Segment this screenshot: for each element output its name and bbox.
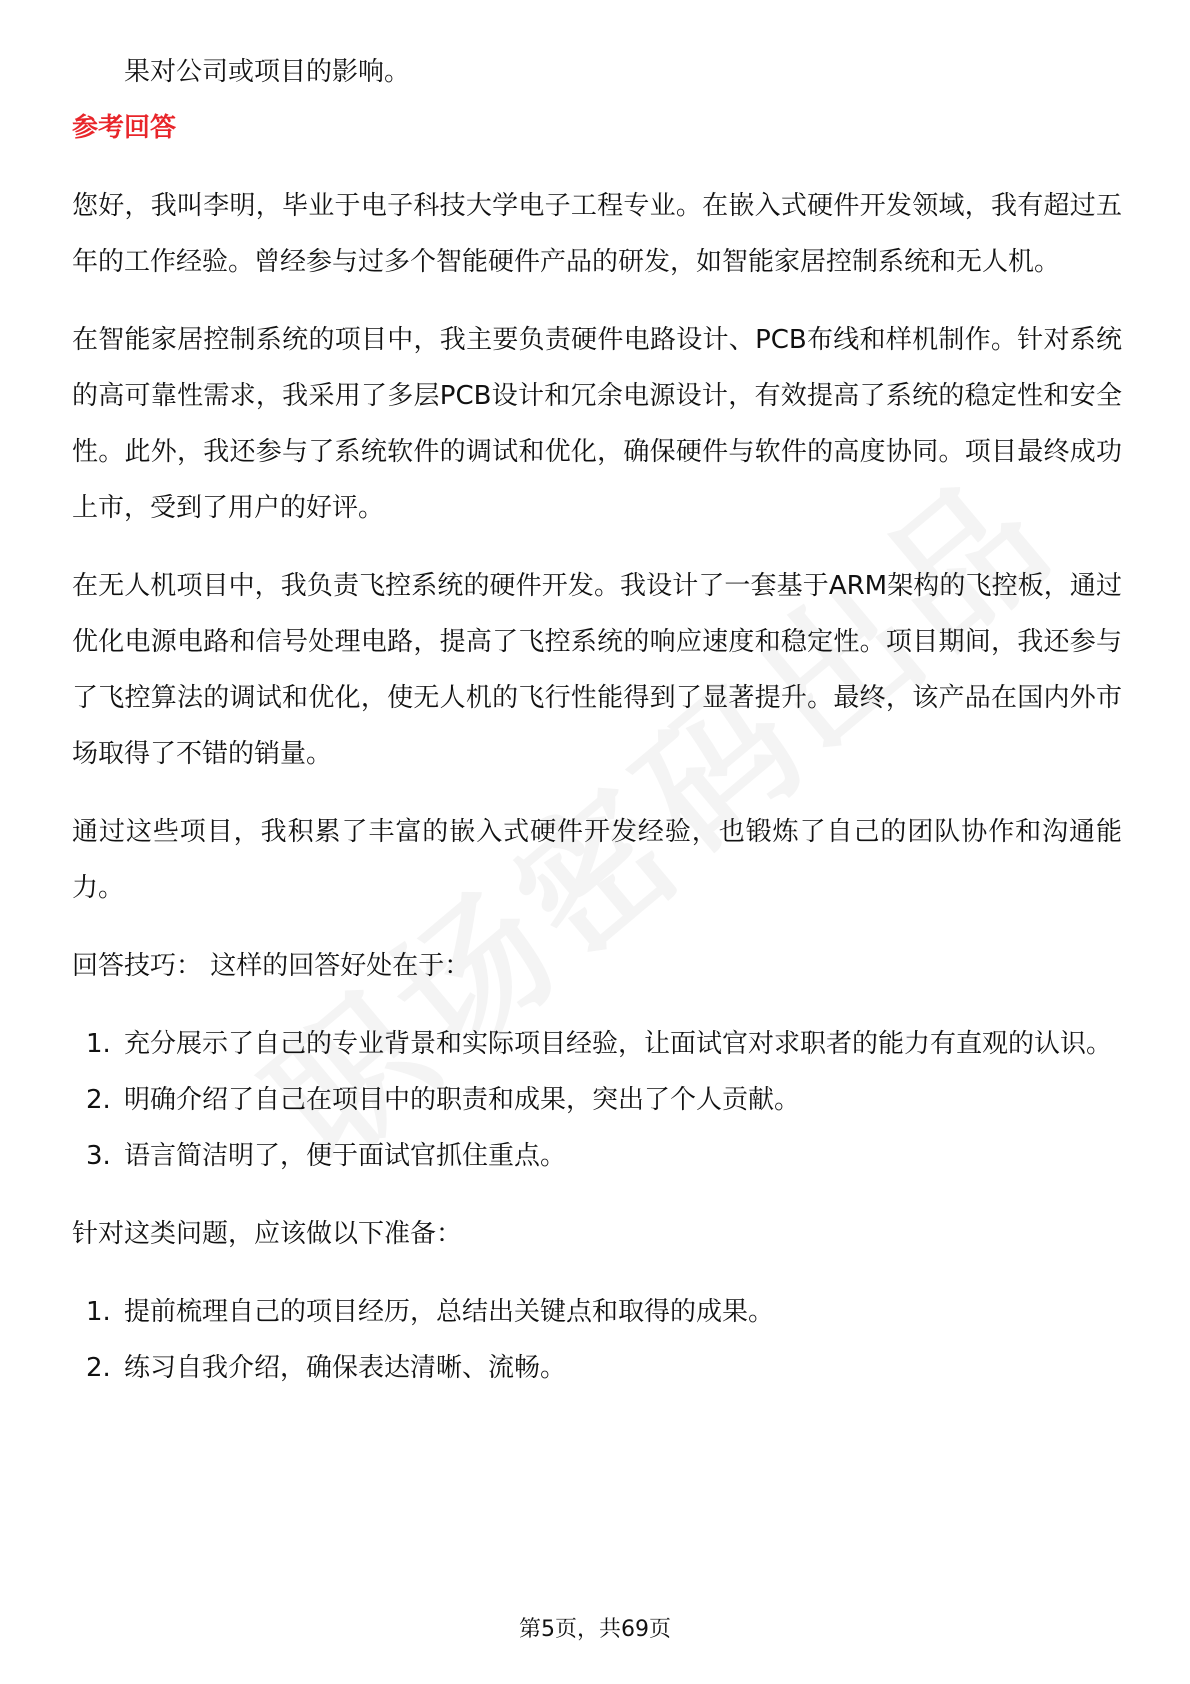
section-title: 参考回答 (72, 113, 177, 143)
answer-paragraph-3: 在无人机项目中，我负责飞控系统的硬件开发。我设计了一套基于ARM架构的飞控板，通过优化电源电路和信号处理电路，提高了飞控系统的响应速度和稳定性。项目期间，我还参与了飞控算法的调试和优化，使无人机的飞行性能得到了显著提升。最终，该产品在国内外市场取得了不错的销量。 (72, 571, 1122, 769)
list-item (72, 1128, 1122, 1184)
list-item (72, 1072, 1122, 1128)
list-item (72, 1016, 1122, 1072)
list-item-text: 语言简洁明了，便于面试官抓住重点。 (124, 1141, 567, 1171)
tips-list (72, 1016, 1122, 1184)
list-item (72, 1340, 1122, 1396)
list-number: 2. (86, 1353, 111, 1383)
prep-heading: 针对这类问题，应该做以下准备： (72, 1219, 463, 1249)
answer-paragraph-2: 在智能家居控制系统的项目中，我主要负责硬件电路设计、PCB布线和样机制作。针对系统的高可靠性需求，我采用了多层PCB设计和冗余电源设计，有效提高了系统的稳定性和安全性。此外，我还参与了系统软件的调试和优化，确保硬件与软件的高度协同。项目最终成功上市，受到了用户的好评。 (72, 325, 1122, 523)
tips-heading: 回答技巧： 这样的回答好处在于： (72, 951, 471, 981)
list-item-text: 提前梳理自己的项目经历，总结出关键点和取得的成果。 (124, 1297, 775, 1327)
continuation-text: 果对公司或项目的影响。 (124, 57, 411, 87)
list-item (72, 1284, 1122, 1340)
list-number: 2. (86, 1085, 111, 1115)
prep-list (72, 1284, 1122, 1396)
answer-paragraph-1: 您好，我叫李明，毕业于电子科技大学电子工程专业。在嵌入式硬件开发领域，我有超过五年的工作经验。曾经参与过多个智能硬件产品的研发，如智能家居控制系统和无人机。 (72, 191, 1122, 277)
page-content (72, 44, 1122, 1418)
answer-paragraph-4: 通过这些项目，我积累了丰富的嵌入式硬件开发经验，也锻炼了自己的团队协作和沟通能力。 (72, 817, 1122, 903)
page-number: 第5页，共69页 (519, 1617, 671, 1642)
list-item-text: 练习自我介绍，确保表达清晰、流畅。 (124, 1353, 567, 1383)
list-item-text: 明确介绍了自己在项目中的职责和成果，突出了个人贡献。 (124, 1085, 801, 1115)
list-number: 1. (86, 1029, 111, 1059)
list-number: 3. (86, 1141, 111, 1171)
list-item-text: 充分展示了自己的专业背景和实际项目经验，让面试官对求职者的能力有直观的认识。 (124, 1029, 1113, 1059)
list-number: 1. (86, 1297, 111, 1327)
